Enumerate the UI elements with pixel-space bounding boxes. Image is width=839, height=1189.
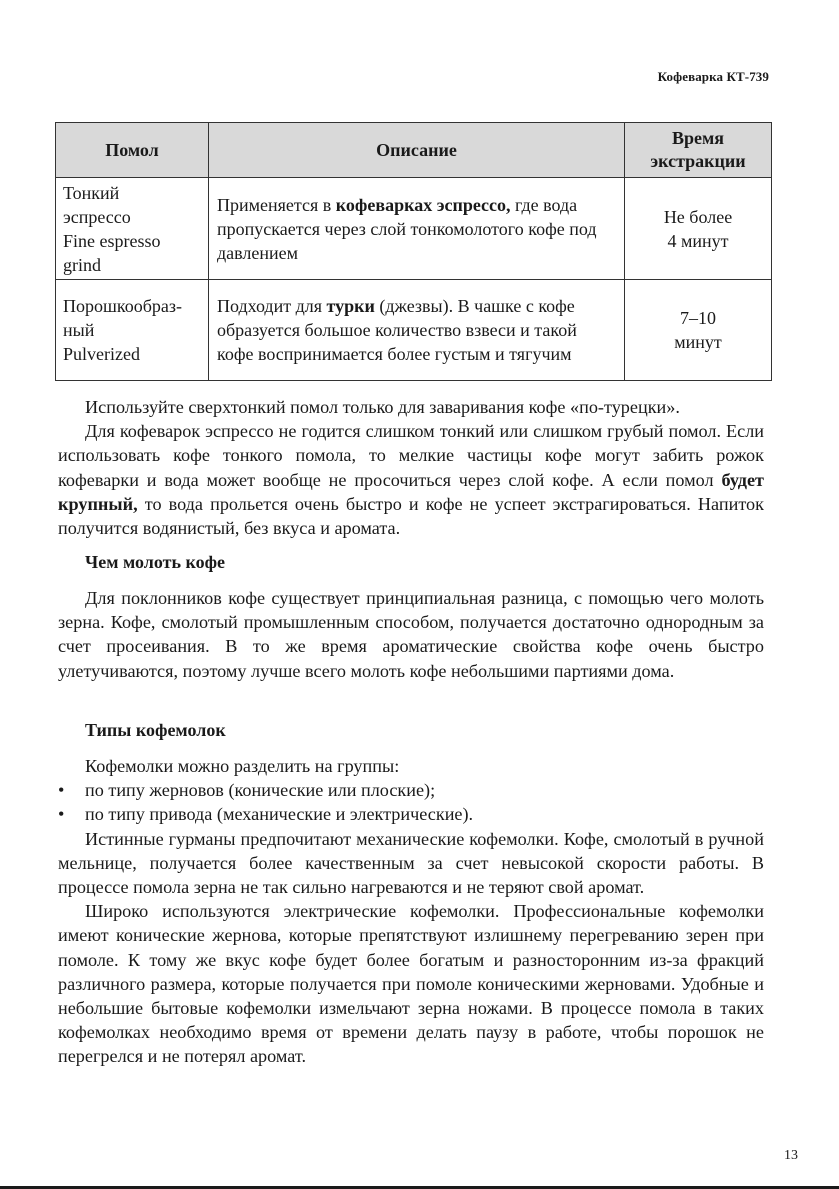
paragraph: Истинные гурманы предпочитают механические кофемолки. Кофе, смолотый в ручной мельнице, получается более качественным за счет невысокой скорости работы. В процессе помола зерна не так сильно нагреваются и не теряют свой аромат.: [58, 828, 764, 898]
grind-name-line: ный: [63, 320, 95, 340]
table-header-row: [56, 123, 772, 178]
grind-name-line: Fine espresso: [63, 230, 161, 251]
list-item: [58, 802, 764, 826]
intro-section: [58, 395, 764, 540]
grind-name-line: эспрессо: [63, 206, 131, 227]
paragraph: Широко используются электрические кофемолки. Профессиональные кофемолки имеют конические жернова, которые препятствуют излишнему перегреванию зерен при помоле. К тому же вкус кофе будет более богатым и разносторонним из-за фракций различного размера, которые получается при помоле коническими жерновами. Удобные и небольшие бытовые кофемолки измельчают зерна ножами. В процессе помола в таких кофемолках необходимо время от времени делать паузу в работе, чтобы порошок не перегрелся и не потерял аромат.: [58, 901, 764, 1067]
description-emphasis: кофеварках эспрессо,: [335, 194, 511, 215]
list-item-text: по типу жерновов (конические или плоские);: [85, 780, 436, 801]
description-text: Применяется в: [217, 194, 336, 215]
table-row: [56, 280, 772, 381]
description-text: где вода пропускается через слой тонкомолотого кофе под давлением: [217, 194, 597, 263]
description-text: (джезвы). В чашке с кофе образуется большое количество взвеси и такой кофе воспринимается более густым и тягучим: [217, 296, 577, 364]
description-cell: [209, 178, 625, 280]
paragraph: Используйте сверхтонкий помол только для заваривания кофе «по-турецки».: [85, 397, 680, 417]
bullet-marker: •: [58, 804, 65, 825]
extraction-time-cell: [625, 178, 772, 280]
header-extraction-time-text: Время экстракции: [650, 128, 746, 171]
grind-name-cell: [56, 178, 209, 280]
paragraph-text: Для кофеварок эспрессо не годится слишком тонкий или слишком грубый помол. Если использовать кофе тонкого помола, то мелкие частицы кофе могут забить рожок кофеварки и вода может вообще не просочиться через слой кофе. А если помол: [58, 421, 764, 490]
extraction-time-cell: [625, 280, 772, 381]
grinder-types-section: [58, 754, 764, 1069]
extraction-time-line: Не более: [663, 206, 733, 227]
grind-name-line: Порошкообраз-: [63, 296, 182, 316]
header-grind: Помол: [56, 123, 209, 178]
grind-name-line: Pulverized: [63, 344, 140, 364]
paragraph: Кофемолки можно разделить на группы:: [85, 756, 400, 776]
header-extraction-time: [625, 123, 772, 178]
grind-name-line: grind: [63, 254, 101, 275]
extraction-time-line: минут: [674, 332, 722, 352]
description-text: Подходит для: [217, 296, 327, 316]
grind-table: [55, 122, 772, 381]
paragraph-emphasis: будет крупный,: [58, 469, 764, 514]
list-item: [58, 778, 764, 802]
description-emphasis: турки: [326, 296, 375, 316]
extraction-time-line: 7–10: [680, 308, 716, 328]
extraction-time-line: 4 минут: [667, 230, 729, 251]
bullet-marker: •: [58, 780, 65, 801]
header-description: Описание: [209, 123, 625, 178]
paragraph: Для поклонников кофе существует принципиальная разница, с помощью чего молоть зерна. Кофе, смолотый промышленным способом, получается достаточно однородным за счет просеивания. В то же время ароматические свойства кофе очень быстро улетучиваются, поэтому лучше всего молоть кофе небольшими партиями дома.: [58, 588, 764, 681]
page-number: 13: [784, 1148, 798, 1163]
grind-name-cell: [56, 280, 209, 381]
grind-name-line: Тонкий: [63, 182, 120, 203]
table-row: [56, 178, 772, 280]
section-heading: Типы кофемолок: [85, 720, 226, 740]
running-header: Кофеварка КТ-739: [657, 69, 769, 84]
paragraph: [58, 419, 764, 540]
grinding-section: [58, 586, 764, 683]
list-item-text: по типу привода (механические и электрические).: [85, 804, 474, 825]
paragraph-text: то вода прольется очень быстро и кофе не успеет экстрагироваться. Напиток получится водянистый, без вкуса и аромата.: [58, 493, 764, 539]
section-heading: Чем молоть кофе: [85, 552, 226, 572]
description-cell: [209, 280, 625, 381]
